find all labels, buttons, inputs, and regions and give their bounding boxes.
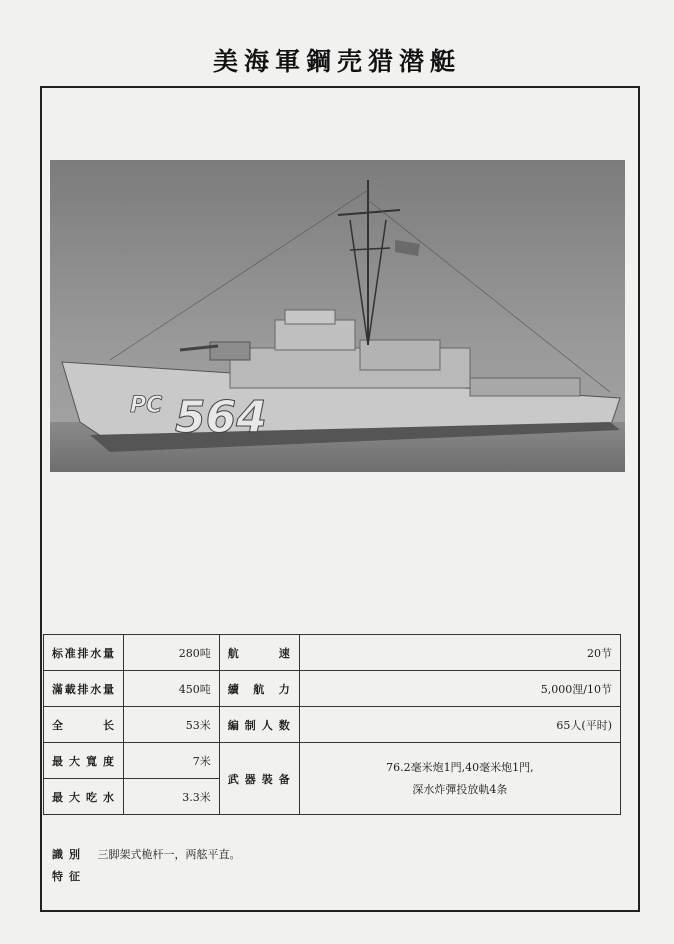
full-displacement-label: 滿載排水量 — [44, 671, 124, 707]
max-beam-label: 最大寬度 — [44, 743, 124, 779]
identification-label: 識別 — [52, 848, 86, 861]
identification-row — [52, 846, 241, 862]
speed-label: 航速 — [219, 635, 299, 671]
identification-text: 三脚架式桅杆一，两舷平直。 — [97, 848, 241, 861]
svg-text:564: 564 — [175, 392, 267, 443]
max-draft-label: 最大吃水 — [44, 779, 124, 815]
features-label: 特征 — [52, 870, 86, 883]
page-title: 美海軍鋼売猎潜艇 — [212, 47, 461, 76]
specs-table — [43, 634, 621, 815]
hull-number: PC — [130, 393, 163, 418]
endurance-label: 續航力 — [219, 671, 299, 707]
armament-value — [299, 743, 620, 815]
length-value: 53米 — [124, 707, 220, 743]
features-row — [52, 868, 86, 884]
endurance-value: 5,000浬/10节 — [299, 671, 620, 707]
length-label: 全长 — [44, 707, 124, 743]
max-beam-value: 7米 — [124, 743, 220, 779]
armament-label: 武器裝备 — [219, 743, 299, 815]
table-row — [44, 707, 621, 743]
crew-value: 65人(平时) — [299, 707, 620, 743]
speed-value: 20节 — [299, 635, 620, 671]
armament-line-2: 深水炸彈投放軌4条 — [412, 782, 508, 796]
ship-photo — [50, 160, 625, 472]
table-row — [44, 635, 621, 671]
table-row — [44, 743, 621, 779]
standard-displacement-label: 标准排水量 — [44, 635, 124, 671]
armament-line-1: 76.2毫米炮1門,40毫米炮1門, — [386, 760, 534, 774]
crew-label: 編制人数 — [219, 707, 299, 743]
full-displacement-value: 450吨 — [124, 671, 220, 707]
standard-displacement-value: 280吨 — [124, 635, 220, 671]
max-draft-value: 3.3米 — [124, 779, 220, 815]
table-row — [44, 671, 621, 707]
